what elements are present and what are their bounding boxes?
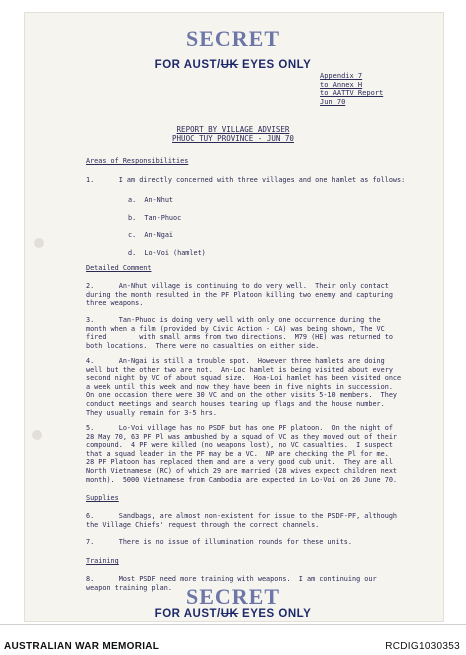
village-item: c. An-Ngai <box>128 231 174 239</box>
para-7: 7. There is no issue of illumination rounds for these units. <box>86 538 352 546</box>
para-8-line: weapon training plan. <box>86 583 172 592</box>
para-4-line: second night by VC of about squad size. Hoa-Loi hamlet has been visited once <box>86 374 402 383</box>
para-4-line: a week until this week and now they have been in five nights in succession. <box>86 382 393 391</box>
para-2-line: during the month resulted in the PF Platoon killing two enemy and capturing <box>86 290 393 299</box>
secret-stamp-bottom: SECRET <box>185 584 281 609</box>
punch-hole <box>32 430 42 440</box>
report-title: REPORT BY VILLAGE ADVISER PHUOC TUY PROVINCE - JUN 70 <box>172 125 294 143</box>
para-5-line: 28 PF Platoon has replaced them and are a very good cub unit. They are all <box>86 458 393 467</box>
para-5-line: compound. 4 PF were killed (no weapons lost), no VC casualties. I suspect <box>86 441 393 450</box>
archive-footer <box>0 624 466 655</box>
heading-detailed-comment: Detailed Comment <box>86 264 152 272</box>
secret-stamp-top: SECRET <box>185 26 281 51</box>
para-4-line: 4. An-Ngai is still a trouble spot. However three hamlets are doing <box>86 357 385 365</box>
village-item: b. Tan-Phuoc <box>128 214 182 222</box>
para-5-line: North Vietnamese (RC) of which 29 are married (28 wives expect children next <box>86 467 397 475</box>
heading-training: Training <box>86 557 119 565</box>
para-5-line: 5. Lo-Voi village has no PSDF but has one PF platoon. On the night of <box>86 424 393 432</box>
para-1: 1. I am directly concerned with three villages and one hamlet as follows: <box>86 176 406 184</box>
para-4-line: conduct meetings and search houses tearing up flags and the house number. <box>86 400 385 408</box>
eyes-only-stamp-top: FOR AUST/UK EYES ONLY <box>154 59 312 71</box>
heading-areas: Areas of Responsibilities <box>86 157 189 165</box>
para-5-line: that a squad leader in the PF may be a VC. NP are checking the Pl for me. <box>86 449 389 458</box>
archive-id: RCDIG1030353 <box>385 641 460 652</box>
para-2-line: three weapons. <box>86 299 144 308</box>
para-8-line: 8. Most PSDF need more training with weapons. I am continuing our <box>86 575 377 583</box>
para-4-line: well but the other two are not. An-Loc hamlet is being visited about every <box>86 365 393 374</box>
village-item: a. An-Nhut <box>128 196 174 204</box>
para-3-line: fired with small arms from two directions. M79 (HE) was returned to <box>86 333 393 342</box>
archive-name: AUSTRALIAN WAR MEMORIAL <box>4 641 160 652</box>
para-3-line: both locations. There were no casualties on either side. <box>86 341 320 350</box>
para-3-line: month when a film (provided by Civic Action - CA) was being shown, The VC <box>86 324 385 333</box>
para-5-line: month). 5000 Vietnamese from Cambodia are expected in Lo-Voi on 26 June 70. <box>86 475 397 484</box>
eyes-only-stamp-bottom: FOR AUST/UK EYES ONLY <box>154 608 312 620</box>
punch-hole <box>34 238 44 248</box>
para-5-line: 28 May 70, 63 PF Pl was ambushed by a squad of VC as they moved out of their <box>86 432 397 441</box>
village-item: d. Lo-Voi (hamlet) <box>128 249 206 257</box>
para-2-line: 2. An-Nhut village is continuing to do very well. Their only contact <box>86 282 389 290</box>
para-4-line: On one occasion there were 30 VC and on the other visits 5-10 members. They <box>86 391 397 400</box>
para-6-line: the Village Chiefs' request through the correct channels. <box>86 520 320 529</box>
para-3-line: 3. Tan-Phuoc is doing very well with only one occurrence during the <box>86 316 381 324</box>
heading-supplies: Supplies <box>86 494 119 502</box>
annex-reference: Appendix 7 to Annex H to AATTV Report Jun 70 <box>320 72 384 106</box>
para-6-line: 6. Sandbags, are almost non-existent for issue to the PSDF-PF, although <box>86 512 397 520</box>
para-4-line: They usually remain for 3-5 hrs. <box>86 408 217 417</box>
